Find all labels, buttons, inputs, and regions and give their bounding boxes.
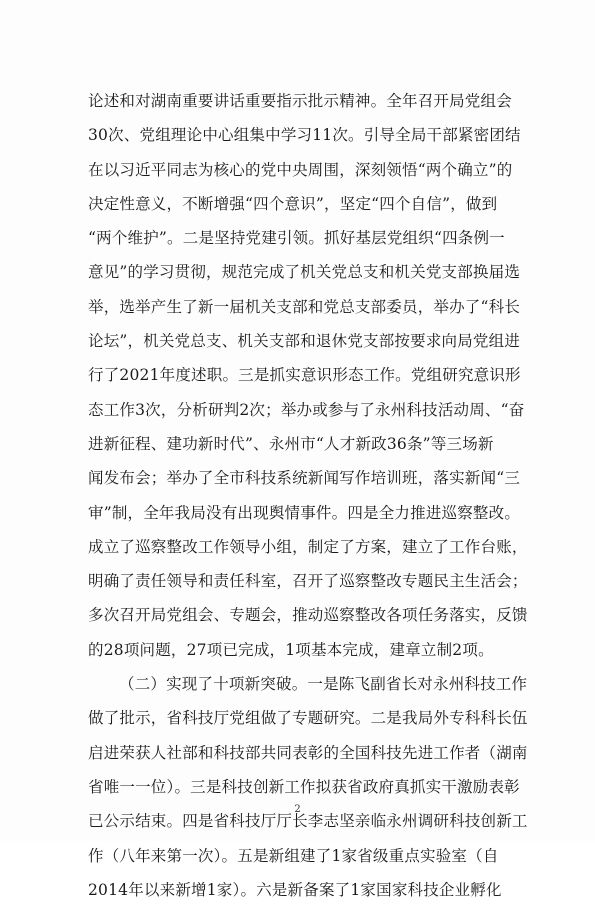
- text-line: 多次召开局党组会、专题会，推动巡察整改各项任务落实，反馈: [88, 606, 528, 625]
- text-line: 在以习近平同志为核心的党中央周围，深刻领悟“两个确立”的: [88, 160, 513, 179]
- text-line: 进新征程、建功新时代”、永州市“人才新政36条”等三场新: [88, 434, 494, 453]
- text-line: “两个维护”。二是坚持党建引领。抓好基层党组织“四条例一: [88, 229, 505, 248]
- text-line: 成立了巡察整改工作领导小组，制定了方案，建立了工作台账，: [88, 537, 528, 556]
- text-line: 做了批示，省科技厅党组做了专题研究。二是我局外专科科长伍: [88, 709, 528, 728]
- text-line: 行了2021年度述职。三是抓实意识形态工作。党组研究意识形: [88, 366, 521, 385]
- text-line: 30次、党组理论中心组集中学习11次。引导全局干部紧密团结: [88, 126, 521, 145]
- text-line: 省唯一一位）。三是科技创新工作拟获省政府真抓实干激励表彰: [88, 777, 520, 796]
- text-line: 论述和对湖南重要讲话重要指示批示精神。全年召开局党组会: [88, 92, 512, 110]
- text-line: 作（八年来第一次）。五是新组建了1家省级重点实验室（自: [88, 846, 499, 865]
- text-line: 明确了责任领导和责任科室，召开了巡察整改专题民主生活会；: [88, 572, 528, 591]
- text-line: 的28项问题，27项已完成，1项基本完成，建章立制2项。: [88, 640, 494, 659]
- text-line: 论坛”，机关党总支、机关支部和退休党支部按要求向局党组进: [88, 332, 521, 351]
- text-line: 2014年以来新增1家）。六是新备案了1家国家科技企业孵化: [88, 880, 502, 899]
- text-line: 意见”的学习贯彻，规范完成了机关党总支和机关党支部换届选: [88, 263, 521, 282]
- text-line: 闻发布会；举办了全市科技系统新闻写作培训班，落实新闻“三: [88, 469, 521, 488]
- text-line: 态工作3次，分析研判2次；举办或参与了永州科技活动周、“奋: [88, 400, 525, 419]
- text-line: 已公示结束。四是省科技厅厅长李志坚亲临永州调研科技创新工: [88, 812, 528, 831]
- section-heading-line: （二）实现了十项新突破。一是陈飞副省长对永州科技工作: [119, 675, 528, 694]
- text-line: 审”制，全年我局没有出现舆情事件。四是全力推进巡察整改。: [88, 503, 521, 522]
- page-number: 2: [294, 804, 301, 815]
- text-line: 决定性意义，不断增强“四个意识”，坚定“四个自信”，做到: [88, 194, 498, 213]
- text-line: 举，选举产生了新一届机关支部和党总支部委员，举办了“科长: [88, 297, 521, 316]
- body-text: [88, 84, 550, 907]
- text-line: 启进荣获人社部和科技部共同表彰的全国科技先进工作者（湖南: [88, 743, 528, 762]
